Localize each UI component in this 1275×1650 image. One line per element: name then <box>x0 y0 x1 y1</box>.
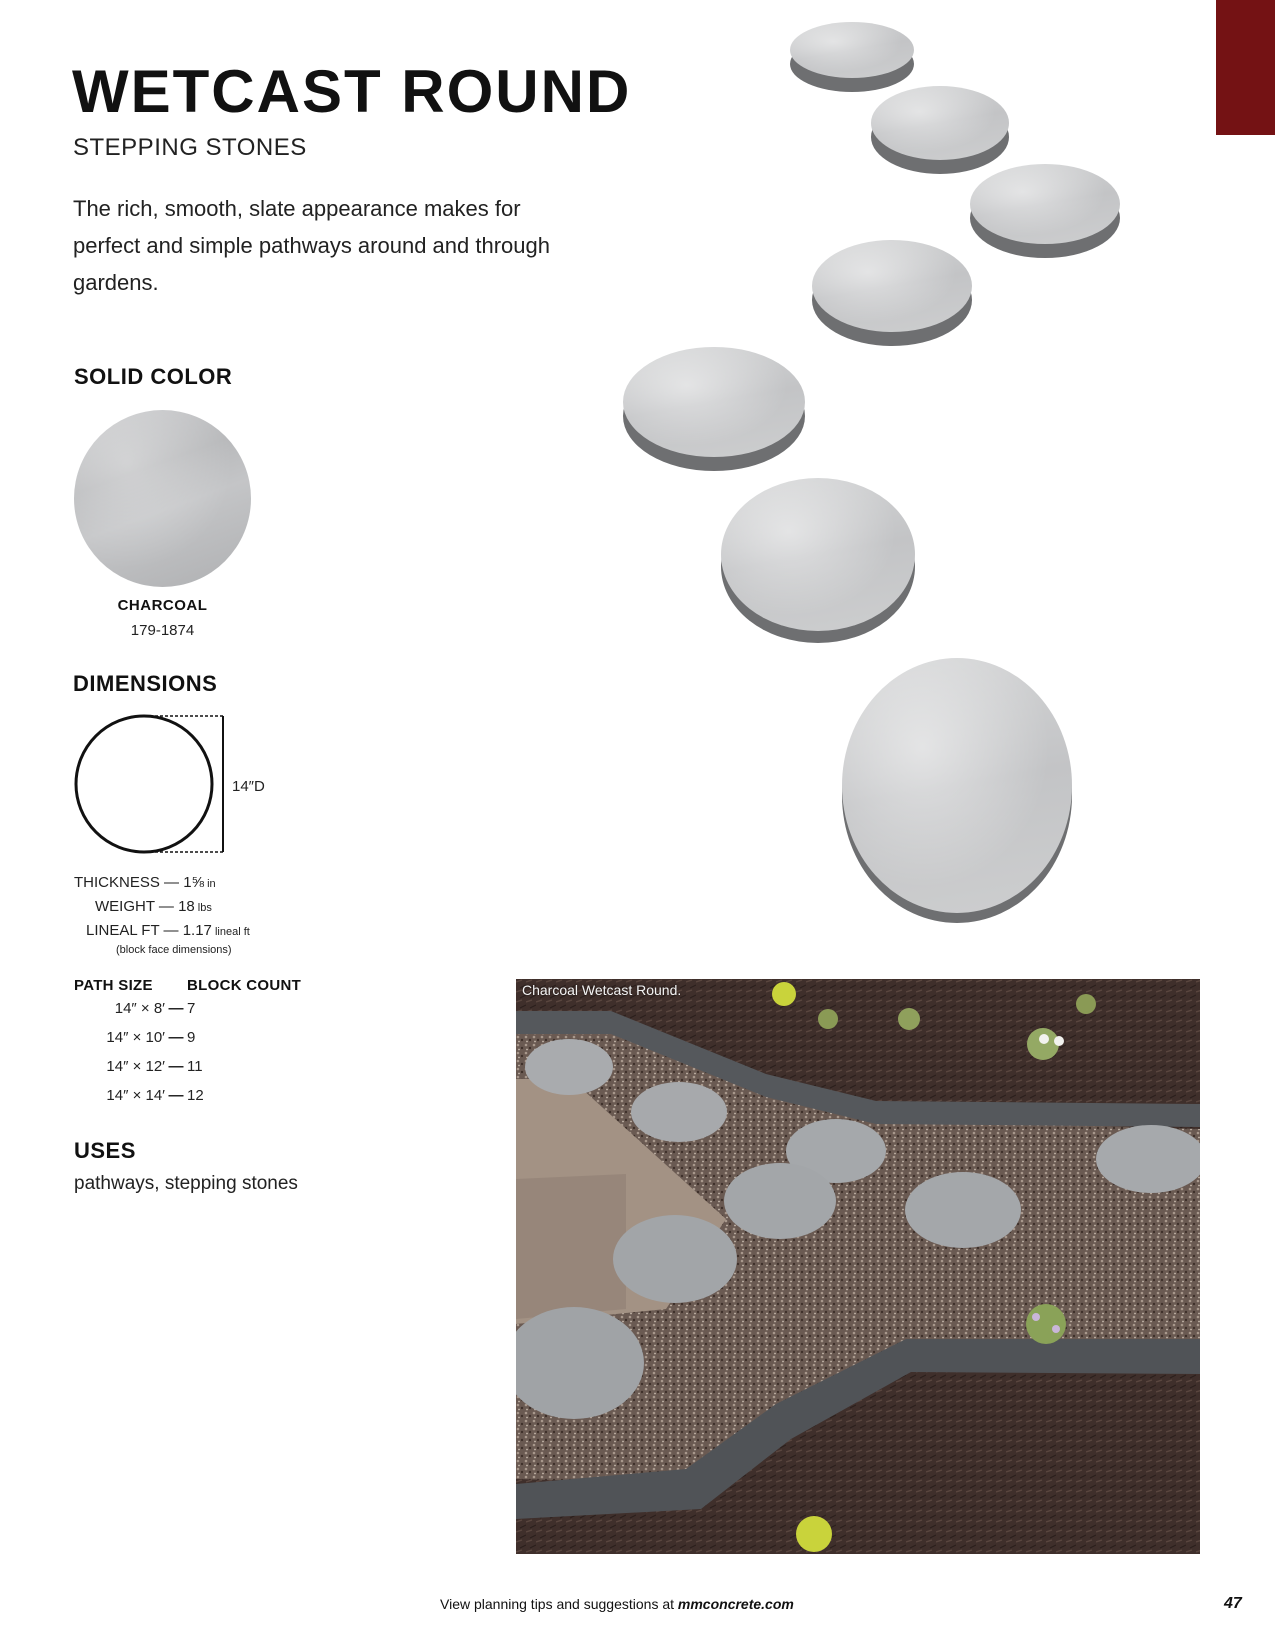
table-row: 14″ × 10′ — 9 <box>106 1029 196 1046</box>
stone-image <box>970 164 1120 258</box>
color-swatch-charcoal <box>74 410 251 587</box>
page-number: 47 <box>1224 1595 1242 1612</box>
uses-text: pathways, stepping stones <box>74 1173 298 1194</box>
stone-image <box>842 658 1072 923</box>
table-row: 14″ × 8′ — 7 <box>114 1000 196 1017</box>
stone-image <box>871 86 1009 174</box>
installation-photo <box>516 979 1200 1554</box>
block-count-header: BLOCK COUNT <box>187 977 302 994</box>
stone-image <box>623 347 805 471</box>
spec-weight: WEIGHT — 18 lbs <box>95 898 212 915</box>
footer-text: View planning tips and suggestions at mmconcrete.com <box>440 1596 794 1612</box>
path-size-header: PATH SIZE <box>74 977 153 994</box>
table-row: 14″ × 12′ — 11 <box>106 1058 203 1075</box>
spec-lineal-ft: LINEAL FT — 1.17 lineal ft <box>86 922 250 939</box>
swatch-name: CHARCOAL <box>117 597 208 614</box>
dimension-diagram <box>70 710 230 860</box>
diameter-label: 14″D <box>232 778 265 795</box>
swatch-code: 179-1874 <box>130 622 195 639</box>
spec-note: (block face dimensions) <box>116 944 232 956</box>
stone-image <box>721 478 915 643</box>
solid-color-heading: SOLID COLOR <box>74 364 233 389</box>
website-link[interactable]: mmconcrete.com <box>677 1596 794 1612</box>
photo-caption: Charcoal Wetcast Round. <box>522 982 682 998</box>
section-color-tab <box>1216 0 1275 135</box>
stone-image <box>812 240 972 346</box>
photo-illustration <box>516 979 1200 1554</box>
page-subtitle: STEPPING STONES <box>73 134 307 161</box>
stone-image <box>790 22 914 92</box>
dimensions-heading: DIMENSIONS <box>73 671 218 696</box>
uses-heading: USES <box>74 1138 136 1163</box>
product-description: The rich, smooth, slate appearance makes for perfect and simple pathways around and through gardens. <box>73 196 550 295</box>
spec-thickness: THICKNESS — 1⅝ in <box>74 874 216 891</box>
table-row: 14″ × 14′ — 12 <box>106 1087 204 1104</box>
page-title: WETCAST ROUND <box>72 58 632 125</box>
